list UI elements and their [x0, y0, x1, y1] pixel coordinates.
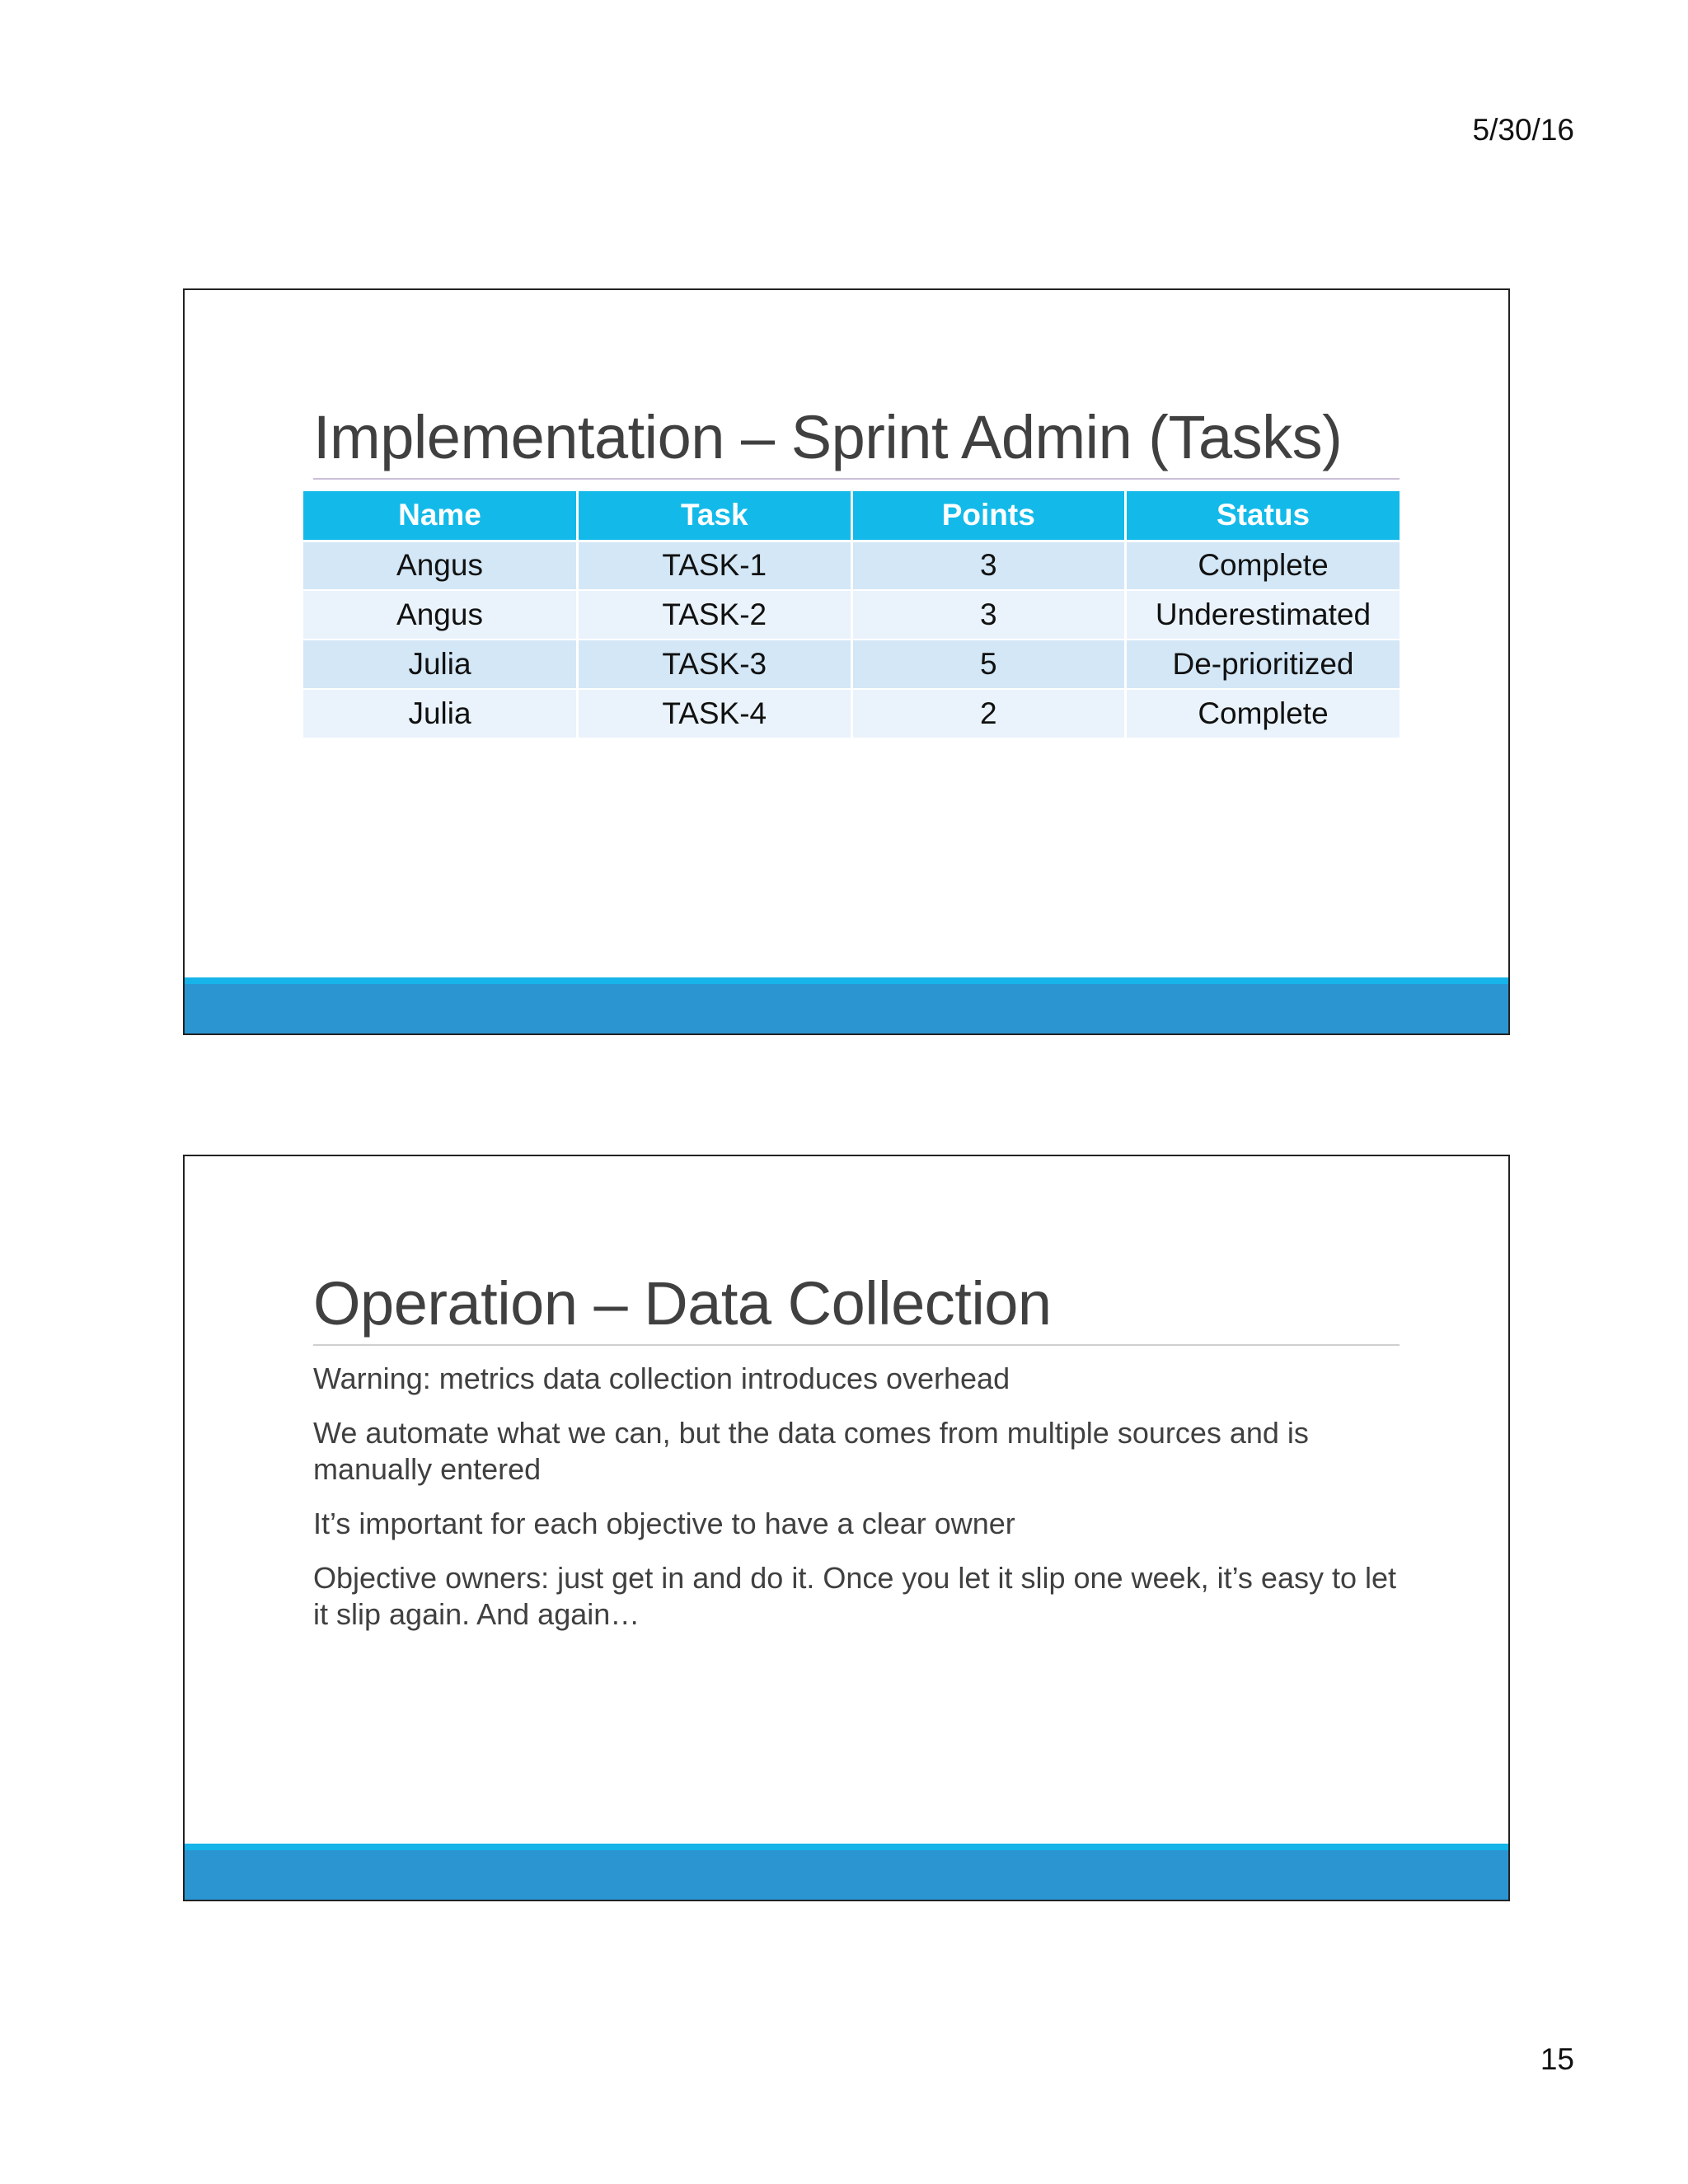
table-header-row — [303, 491, 1400, 541]
cell-task: TASK-1 — [578, 541, 852, 590]
cell-name: Julia — [303, 640, 578, 689]
cell-status: De-prioritized — [1126, 640, 1400, 689]
cell-points: 2 — [851, 689, 1126, 738]
bullet-list — [313, 1361, 1409, 1651]
column-header-task: Task — [578, 491, 852, 541]
cell-name: Julia — [303, 689, 578, 738]
column-header-name: Name — [303, 491, 578, 541]
cell-points: 3 — [851, 541, 1126, 590]
page-date: 5/30/16 — [1472, 113, 1574, 147]
table-row — [303, 541, 1400, 590]
slide-title: Operation – Data Collection — [313, 1269, 1052, 1338]
cell-name: Angus — [303, 590, 578, 640]
bullet-item: It’s important for each objective to have a clear owner — [313, 1507, 1015, 1540]
page-number: 15 — [1540, 2042, 1574, 2076]
cell-status: Underestimated — [1126, 590, 1400, 640]
cell-name: Angus — [303, 541, 578, 590]
cell-task: TASK-2 — [578, 590, 852, 640]
slide-operation — [183, 1155, 1510, 1901]
cell-points: 3 — [851, 590, 1126, 640]
table-row — [303, 590, 1400, 640]
column-header-status: Status — [1126, 491, 1400, 541]
slide-title: Implementation – Sprint Admin (Tasks) — [313, 403, 1343, 471]
title-divider — [313, 1344, 1400, 1346]
column-header-points: Points — [851, 491, 1126, 541]
slide-footer-band — [185, 977, 1508, 1033]
table-row — [303, 689, 1400, 738]
title-divider — [313, 478, 1400, 480]
bullet-item: Warning: metrics data collection introduces overhead — [313, 1361, 1010, 1395]
table-row — [303, 640, 1400, 689]
tasks-table — [303, 491, 1400, 739]
cell-status: Complete — [1126, 541, 1400, 590]
cell-task: TASK-4 — [578, 689, 852, 738]
bullet-item: Objective owners: just get in and do it. Once you let it slip one week, it’s easy to let it slip again. And again… — [313, 1561, 1397, 1631]
slide-implementation — [183, 288, 1510, 1035]
cell-status: Complete — [1126, 689, 1400, 738]
cell-task: TASK-3 — [578, 640, 852, 689]
slide-footer-band — [185, 1844, 1508, 1900]
cell-points: 5 — [851, 640, 1126, 689]
bullet-item: We automate what we can, but the data comes from multiple sources and is manually entered — [313, 1416, 1309, 1486]
